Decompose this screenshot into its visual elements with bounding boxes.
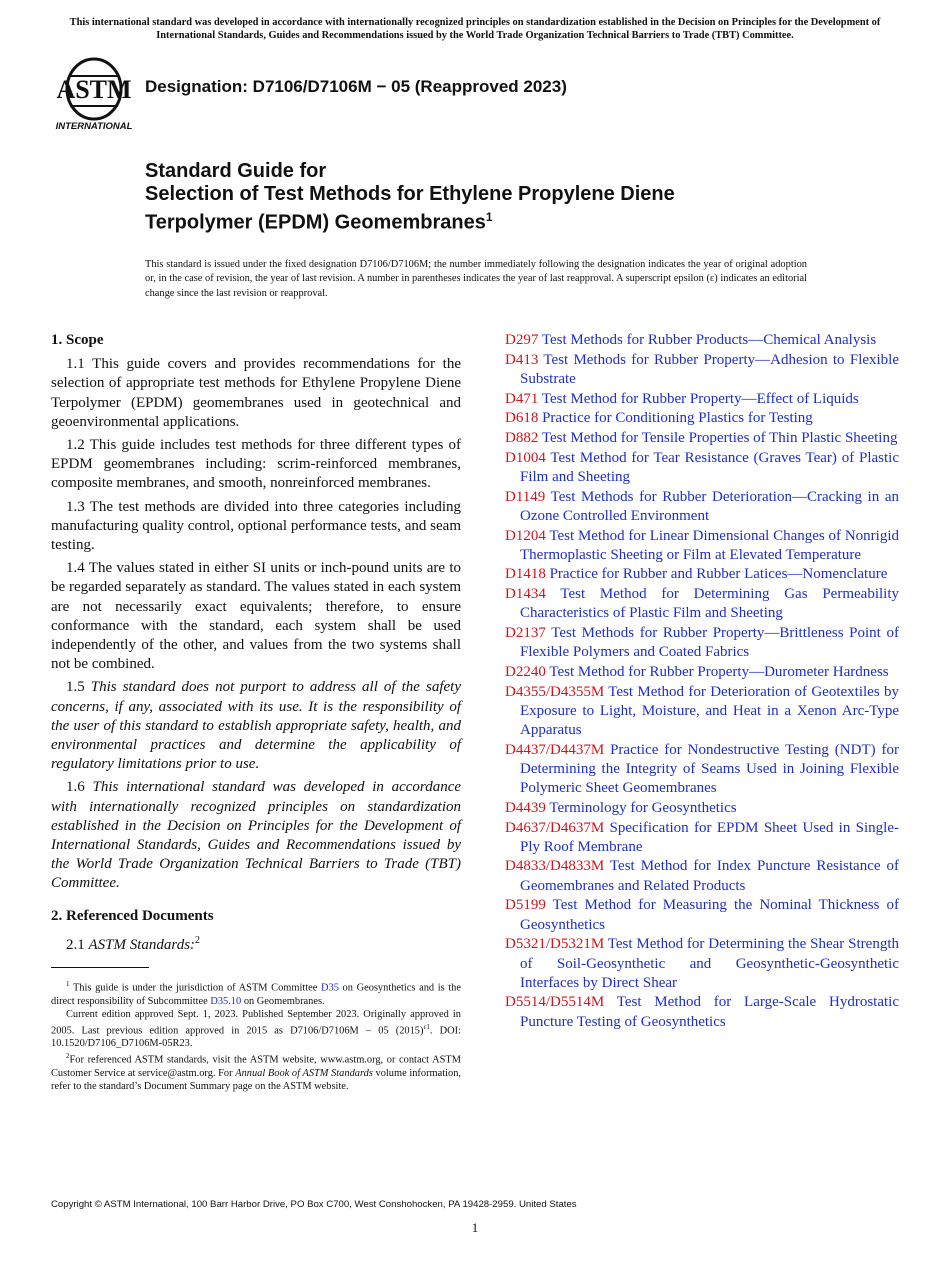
referenced-heading: 2. Referenced Documents [51, 907, 214, 924]
reference-code-link[interactable]: D1004 [505, 449, 546, 466]
issued-note: This standard is issued under the fixed designation D7106/D7106M; the number immediately following the designation indicates the year of original adoption or, in the case of revision, the year of last revision. A number in parentheses indicates the year of last reapproval. A superscript epsilon (ε) indicates an editorial change since the last revision or reapproval. [145, 259, 807, 299]
astm-logo [54, 56, 134, 132]
reference-code-link[interactable]: D4439 [505, 799, 546, 816]
reference-title-link[interactable]: Test Methods for Rubber Products—Chemical Analysis [541, 332, 877, 348]
reference-entry [505, 409, 899, 428]
reference-title-link[interactable]: Test Method for Determining Gas Permeability Characteristics of Plastic Film and Sheeting [520, 586, 899, 622]
scope-1-5: 1.5 This standard does not purport to address all of the safety concerns, if any, associated with its use. It is the responsibility of the user of this standard to establish appropriate safety, health, and environmental practices and determine the applicability of regulatory limitations prior to use. [51, 679, 461, 773]
reference-title-link[interactable]: Test Method for Linear Dimensional Changes of Nonrigid Thermoplastic Sheeting or Film at Elevated Temperature [520, 527, 899, 563]
referenced-standards-list [505, 331, 899, 1032]
reference-title-link[interactable]: Test Method for Tear Resistance (Graves Tear) of Plastic Film and Sheeting [520, 449, 899, 485]
reference-code-link[interactable]: D4833/D4833M [505, 858, 605, 875]
reference-title-link[interactable]: Practice for Nondestructive Testing (NDT) for Determining the Integrity of Seams Used in Joining Flexible Polymeric Sheet Geomembranes [520, 741, 899, 797]
reference-entry [505, 993, 899, 1031]
reference-title-link[interactable]: Test Method for Tensile Properties of Thin Plastic Sheeting [541, 430, 898, 447]
reference-code-link[interactable]: D1434 [505, 586, 546, 603]
committee-link[interactable]: D35 [321, 982, 339, 994]
reference-title-link[interactable]: Practice for Rubber and Rubber Latices—Nomenclature [549, 566, 888, 583]
reference-code-link[interactable]: D2137 [505, 625, 546, 642]
scope-1-2: 1.2 This guide includes test methods for three different types of EPDM geomembranes including: scrim-reinforced membranes, composite membranes, and smooth, nonreinforced membranes. [51, 437, 461, 492]
reference-code-link[interactable]: D413 [505, 351, 539, 368]
reference-entry [505, 585, 899, 623]
reference-title-link[interactable]: Test Method for Index Puncture Resistance of Geomembranes and Related Products [520, 858, 900, 894]
reference-entry [505, 857, 899, 895]
logo-subtext: INTERNATIONAL [55, 121, 133, 132]
reference-code-link[interactable]: D297 [505, 332, 539, 348]
reference-entry [505, 624, 899, 662]
reference-code-link[interactable]: D1418 [505, 566, 546, 583]
scope-1-6: 1.6 This international standard was developed in accordance with internationally recognized principles on standardization established in the Decision on Principles for the Development of International Standards, Guides and Recommendations issued by the World Trade Organization Technical Barriers to Trade (TBT) Committee. [51, 779, 462, 892]
reference-code-link[interactable]: D4637/D4637M [505, 819, 605, 836]
reference-entry [505, 799, 899, 818]
reference-code-link[interactable]: D5321/D5321M [505, 936, 605, 953]
reference-entry [505, 935, 899, 993]
page-number: 1 [471, 1220, 479, 1235]
reference-title-link[interactable]: Test Method for Deterioration of Geotextiles by Exposure to Light, Moisture, and Heat in a Xenon Arc-Type Apparatus [520, 683, 899, 739]
reference-title-link[interactable]: Test Method for Rubber Property—Effect of Liquids [541, 390, 859, 407]
reference-title-link[interactable]: Test Method for Measuring the Nominal Thickness of Geosynthetics [520, 897, 899, 933]
reference-code-link[interactable]: D1149 [505, 488, 546, 505]
reference-code-link[interactable]: D2240 [505, 663, 546, 680]
reference-entry [505, 663, 899, 682]
subcommittee-link[interactable]: D35.10 [210, 995, 242, 1007]
document-title [145, 160, 865, 235]
title-line-3: Terpolymer (EPDM) Geomembranes$^1$ [145, 210, 493, 234]
reference-title-link[interactable]: Specification for EPDM Sheet Used in Single-Ply Roof Membrane [520, 819, 899, 855]
reference-title-link[interactable]: Test Methods for Rubber Property—Brittleness Point of Flexible Polymers and Coated Fabrics [520, 625, 899, 661]
footnote-1: $^1$ This guide is under the jurisdiction of ASTM Committee D35 on Geosynthetics and is the direct responsibility of Subcommittee D35.10 on Geomembranes. [51, 980, 461, 1007]
reference-entry [505, 819, 899, 857]
left-column [51, 331, 461, 1093]
scope-1-4: 1.4 The values stated in either SI units or inch-pound units are to be regarded separately as standard. The values stated in each system are not necessarily exact equivalents; therefore, to ensure conformance with the standard, each system shall be used independently of the other, and values from the two systems shall not be combined. [51, 560, 461, 673]
reference-title-link[interactable]: Test Method for Large-Scale Hydrostatic Puncture Testing of Geosynthetics [520, 994, 899, 1030]
reference-entry [505, 449, 899, 487]
reference-code-link[interactable]: D5199 [505, 897, 546, 914]
reference-code-link[interactable]: D471 [505, 390, 539, 407]
reference-title-link[interactable]: Test Method for Determining the Shear Strength of Soil-Geosynthetic and Geosynthetic-Geosynthetic Interfaces by Direct Shear [520, 936, 899, 991]
reference-entry [505, 896, 899, 934]
designation: Designation: D7106/D7106M − 05 (Reapproved 2023) [145, 77, 567, 96]
reference-title-link[interactable]: Test Method for Rubber Property—Durometer Hardness [549, 663, 889, 680]
reference-entry [505, 565, 899, 584]
reference-title-link[interactable]: Test Methods for Rubber Deterioration—Cracking in an Ozone Controlled Environment [520, 488, 899, 524]
reference-title-link[interactable]: Test Methods for Rubber Property—Adhesion to Flexible Substrate [520, 351, 900, 387]
reference-code-link[interactable]: D882 [505, 430, 539, 447]
reference-entry [505, 527, 899, 565]
scope-1-1: 1.1 This guide covers and provides recommendations for the selection of appropriate test methods for Ethylene Propylene Diene Terpolymer (EPDM) geomembranes used in geotechnical and geoenvironmental applications. [51, 356, 461, 430]
reference-entry [505, 488, 899, 526]
reference-code-link[interactable]: D4355/D4355M [505, 683, 605, 700]
title-line-1: Standard Guide for [145, 160, 327, 182]
reference-code-link[interactable]: D618 [505, 410, 539, 427]
logo-text: ASTM [56, 75, 132, 104]
reference-entry [505, 741, 899, 799]
copyright: Copyright © ASTM International, 100 Barr Harbor Drive, PO Box C700, West Conshohocken, PA 19428-2959. United States [51, 1199, 577, 1210]
reference-entry [505, 390, 899, 409]
reference-entry [505, 351, 899, 389]
reference-title-link[interactable]: Terminology for Geosynthetics [549, 799, 737, 816]
reference-code-link[interactable]: D4437/D4437M [505, 741, 605, 758]
scope-heading: 1. Scope [51, 332, 104, 348]
reference-entry [505, 429, 899, 448]
title-line-2: Selection of Test Methods for Ethylene Propylene Diene [145, 183, 675, 205]
reference-entry [505, 683, 899, 741]
reference-code-link[interactable]: D5514/D5514M [505, 994, 605, 1011]
footnote-divider [51, 967, 149, 968]
top-notice: This international standard was developed in accordance with internationally recognized principles on standardization established in the Decision on Principles for the Development of International Standards, Guides and Recommendations issued by the World Trade Organization Technical Barriers to Trade (TBT) Committee. [69, 17, 881, 41]
reference-entry [505, 331, 899, 350]
footnote-2: $^2$For referenced ASTM standards, visit the ASTM website, www.astm.org, or contact ASTM Customer Service at service@astm.org. For Annual Book of ASTM Standards volume information, refer to the standard’s Document Summary page on the ASTM website. [51, 1052, 461, 1092]
referenced-2-1: 2.1 ASTM Standards:$^2$ [66, 934, 201, 953]
title-footnote-mark: 1 [485, 210, 493, 224]
reference-code-link[interactable]: D1204 [505, 527, 546, 544]
scope-1-3: 1.3 The test methods are divided into three categories including manufacturing quality control, optional performance tests, and seam testing. [51, 498, 461, 554]
footnote-1-edition: Current edition approved Sept. 1, 2023. Published September 2023. Originally approved in 2005. Last previous edition approved in 2015 as D7106/D7106M – 05 $(2015)^{\varepsilon 1}$. DOI: 10.1520/D7106_D7106M-05R23. [51, 1008, 461, 1050]
reference-title-link[interactable]: Practice for Conditioning Plastics for Testing [542, 410, 813, 427]
